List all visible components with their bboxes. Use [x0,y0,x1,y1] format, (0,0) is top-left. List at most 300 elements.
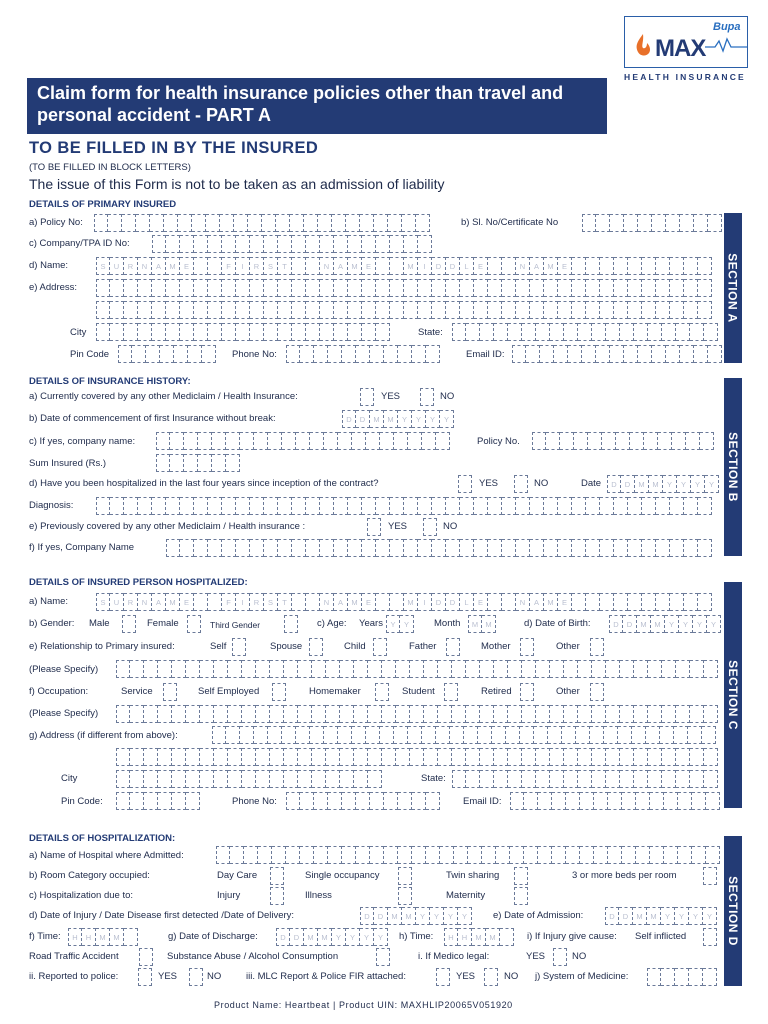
occ-specify-field-cell[interactable] [228,705,242,723]
hospitalized-date-field-cell[interactable]: Y [691,475,705,493]
diagnosis-field-cell[interactable] [432,497,446,515]
address-line-1-cell[interactable] [166,279,180,297]
occ-specify-field-cell[interactable] [662,705,676,723]
company-name-field-cell[interactable] [156,432,170,450]
patient-address-line-2-cell[interactable] [438,748,452,766]
patient-address-line-1-cell[interactable] [562,726,576,744]
prev-company-field-cell[interactable] [278,539,292,557]
primary-name-field-cell[interactable]: E [474,257,488,275]
city-field-cell[interactable] [180,323,194,341]
diagnosis-field-cell[interactable] [110,497,124,515]
date-injury-field-cell[interactable]: M [388,907,402,925]
primary-name-field-cell[interactable] [698,257,712,275]
patient-city-field-cell[interactable] [214,770,228,788]
patient-address-line-2-cell[interactable] [494,748,508,766]
patient-name-field-cell[interactable] [698,593,712,611]
hospital-name-field-cell[interactable] [398,846,412,864]
policy-no-field-cell[interactable] [150,214,164,232]
company-name-field-cell[interactable] [324,432,338,450]
diagnosis-field-cell[interactable] [656,497,670,515]
date-injury-field-cell[interactable]: Y [430,907,444,925]
patient-address-line-1-cell[interactable] [310,726,324,744]
patient-address-line-1-cell[interactable] [576,726,590,744]
diagnosis-field-cell[interactable] [502,497,516,515]
patient-city-field-cell[interactable] [270,770,284,788]
rel-specify-field-cell[interactable] [522,660,536,678]
system-medicine-field-cell[interactable] [647,968,661,986]
city-field-cell[interactable] [236,323,250,341]
rel-specify-field-cell[interactable] [172,660,186,678]
system-medicine-field[interactable] [647,968,717,986]
occ-specify-field-cell[interactable] [144,705,158,723]
email-field[interactable] [512,345,722,363]
company-tpa-field-cell[interactable] [404,235,418,253]
patient-address-line-1-cell[interactable] [352,726,366,744]
sl-no-field-cell[interactable] [638,214,652,232]
date-admission-field-cell[interactable]: Y [675,907,689,925]
policy-no-field-cell[interactable] [304,214,318,232]
address-line-1-cell[interactable] [516,279,530,297]
commencement-date-field-cell[interactable]: Y [398,410,412,428]
patient-address-line-1-cell[interactable] [380,726,394,744]
prev-company-field-cell[interactable] [376,539,390,557]
prev-company-field-cell[interactable] [362,539,376,557]
address-line-2-cell[interactable] [488,301,502,319]
gender-female-box[interactable] [187,615,201,633]
prev-company-field-cell[interactable] [222,539,236,557]
hospital-name-field-cell[interactable] [216,846,230,864]
gender-third-box-cell[interactable] [284,615,298,633]
prev-company-field-cell[interactable] [404,539,418,557]
patient-state-field-cell[interactable] [578,770,592,788]
patient-name-field-cell[interactable]: U [110,593,124,611]
policy-no-field-cell[interactable] [206,214,220,232]
state-field-cell[interactable] [648,323,662,341]
room-daycare-box-cell[interactable] [270,867,284,885]
address-line-2-cell[interactable] [250,301,264,319]
diagnosis-field-cell[interactable] [250,497,264,515]
address-line-1-cell[interactable] [222,279,236,297]
email-field-cell[interactable] [652,345,666,363]
policy-no-field-cell[interactable] [374,214,388,232]
pin-field[interactable] [118,345,216,363]
patient-address-line-1-cell[interactable] [394,726,408,744]
patient-email-field-cell[interactable] [510,792,524,810]
rel-mother-box-cell[interactable] [520,638,534,656]
rel-specify-field-cell[interactable] [662,660,676,678]
rel-specify-field-cell[interactable] [410,660,424,678]
city-field-cell[interactable] [222,323,236,341]
patient-phone-field-cell[interactable] [356,792,370,810]
primary-name-field-cell[interactable]: I [236,257,250,275]
phone-field-cell[interactable] [314,345,328,363]
patient-name-field-cell[interactable] [642,593,656,611]
discharge-date-field-cell[interactable]: Y [360,928,374,946]
address-line-1-cell[interactable] [96,279,110,297]
patient-address-line-2-cell[interactable] [340,748,354,766]
address-line-2-cell[interactable] [628,301,642,319]
patient-city-field[interactable] [116,770,382,788]
prev-company-field-cell[interactable] [698,539,712,557]
state-field-cell[interactable] [508,323,522,341]
system-medicine-field-cell[interactable] [703,968,717,986]
primary-name-field-cell[interactable]: R [124,257,138,275]
state-field-cell[interactable] [480,323,494,341]
city-field-cell[interactable] [278,323,292,341]
address-line-1-cell[interactable] [180,279,194,297]
primary-name-field-cell[interactable]: F [222,257,236,275]
prev-company-field-cell[interactable] [390,539,404,557]
patient-name-field-cell[interactable]: R [124,593,138,611]
rel-specify-field-cell[interactable] [438,660,452,678]
time-h-field-cell[interactable]: M [472,928,486,946]
patient-address-line-1-cell[interactable] [436,726,450,744]
address-line-2-cell[interactable] [432,301,446,319]
date-injury-field-cell[interactable]: Y [458,907,472,925]
address-line-1-cell[interactable] [446,279,460,297]
address-line-1-cell[interactable] [474,279,488,297]
room-single-box-cell[interactable] [398,867,412,885]
occ-specify-field-cell[interactable] [648,705,662,723]
primary-name-field-cell[interactable] [684,257,698,275]
address-line-2-cell[interactable] [670,301,684,319]
address-line-1-cell[interactable] [628,279,642,297]
address-line-1-cell[interactable] [264,279,278,297]
phone-field-cell[interactable] [286,345,300,363]
patient-address-line-2-cell[interactable] [648,748,662,766]
patient-address-line-1-cell[interactable] [268,726,282,744]
system-medicine-field-cell[interactable] [675,968,689,986]
time-f-field-cell[interactable]: M [110,928,124,946]
patient-name-field-cell[interactable]: S [96,593,110,611]
email-field-cell[interactable] [540,345,554,363]
patient-address-line-2-cell[interactable] [158,748,172,766]
rel-specify-field-cell[interactable] [396,660,410,678]
patient-address-line-2-cell[interactable] [298,748,312,766]
diagnosis-field-cell[interactable] [586,497,600,515]
prev-company-field-cell[interactable] [250,539,264,557]
rel-specify-field-cell[interactable] [116,660,130,678]
mlc-no-box[interactable] [484,968,498,986]
hospital-name-field-cell[interactable] [328,846,342,864]
rel-specify-field-cell[interactable] [186,660,200,678]
patient-name-field-cell[interactable]: A [152,593,166,611]
patient-address-line-1[interactable] [212,726,716,744]
hospital-name-field-cell[interactable] [244,846,258,864]
patient-address-line-2-cell[interactable] [452,748,466,766]
primary-name-field-cell[interactable] [642,257,656,275]
state-field-cell[interactable] [564,323,578,341]
address-line-1-cell[interactable] [432,279,446,297]
diagnosis-field-cell[interactable] [474,497,488,515]
email-field-cell[interactable] [624,345,638,363]
address-line-2-cell[interactable] [390,301,404,319]
city-field-cell[interactable] [166,323,180,341]
prev-company-field-cell[interactable] [418,539,432,557]
previously-covered-yes-box[interactable] [367,518,381,536]
rel-specify-field-cell[interactable] [326,660,340,678]
address-line-1-cell[interactable] [278,279,292,297]
patient-pin-field[interactable] [116,792,200,810]
prev-company-field-cell[interactable] [194,539,208,557]
patient-address-line-1-cell[interactable] [646,726,660,744]
diagnosis-field-cell[interactable] [530,497,544,515]
dob-field-cell[interactable]: Y [665,615,679,633]
diagnosis-field-cell[interactable] [166,497,180,515]
rel-specify-field-cell[interactable] [508,660,522,678]
date-injury-field-cell[interactable]: M [402,907,416,925]
hospital-name-field-cell[interactable] [314,846,328,864]
address-line-1-cell[interactable] [110,279,124,297]
patient-email-field-cell[interactable] [622,792,636,810]
hospital-name-field-cell[interactable] [482,846,496,864]
patient-name-field-cell[interactable]: M [348,593,362,611]
discharge-date-field-cell[interactable]: Y [332,928,346,946]
rel-father-box[interactable] [446,638,460,656]
dob-field-cell[interactable]: M [651,615,665,633]
patient-state-field-cell[interactable] [620,770,634,788]
patient-name-field-cell[interactable]: A [334,593,348,611]
address-line-1-cell[interactable] [390,279,404,297]
address-line-2-cell[interactable] [530,301,544,319]
patient-address-line-2-cell[interactable] [354,748,368,766]
patient-address-line-2-cell[interactable] [382,748,396,766]
address-line-2-cell[interactable] [684,301,698,319]
primary-name-field-cell[interactable]: S [264,257,278,275]
patient-address-line-1-cell[interactable] [478,726,492,744]
occ-student-box[interactable] [444,683,458,701]
phone-field-cell[interactable] [384,345,398,363]
gender-male-box-cell[interactable] [122,615,136,633]
patient-name-field-cell[interactable]: T [278,593,292,611]
company-tpa-field-cell[interactable] [390,235,404,253]
rel-specify-field-cell[interactable] [494,660,508,678]
room-single-box[interactable] [398,867,412,885]
primary-name-field-cell[interactable]: N [320,257,334,275]
patient-name-field-cell[interactable] [670,593,684,611]
phone-field-cell[interactable] [412,345,426,363]
patient-address-line-1-cell[interactable] [674,726,688,744]
address-line-1[interactable] [96,279,712,297]
patient-name-field-cell[interactable] [488,593,502,611]
patient-address-line-2-cell[interactable] [536,748,550,766]
discharge-date-field-cell[interactable]: D [276,928,290,946]
address-line-2-cell[interactable] [698,301,712,319]
patient-address-line-1-cell[interactable] [240,726,254,744]
prev-company-field-cell[interactable] [432,539,446,557]
diagnosis-field-cell[interactable] [124,497,138,515]
occ-specify-field-cell[interactable] [592,705,606,723]
prev-company-field-cell[interactable] [320,539,334,557]
hospital-name-field-cell[interactable] [608,846,622,864]
patient-phone-field-cell[interactable] [412,792,426,810]
patient-address-line-2-cell[interactable] [676,748,690,766]
patient-address-line-2-cell[interactable] [690,748,704,766]
reported-no-box-cell[interactable] [189,968,203,986]
state-field-cell[interactable] [522,323,536,341]
commencement-date-field-cell[interactable]: Y [426,410,440,428]
patient-city-field-cell[interactable] [228,770,242,788]
rel-specify-field-cell[interactable] [130,660,144,678]
address-line-2-cell[interactable] [586,301,600,319]
patient-phone-field-cell[interactable] [384,792,398,810]
policy-no-b-field-cell[interactable] [602,432,616,450]
company-tpa-field-cell[interactable] [208,235,222,253]
pin-field-cell[interactable] [132,345,146,363]
diagnosis-field-cell[interactable] [278,497,292,515]
patient-address-line-1-cell[interactable] [296,726,310,744]
diagnosis-field-cell[interactable] [698,497,712,515]
state-field-cell[interactable] [494,323,508,341]
patient-name-field-cell[interactable]: E [362,593,376,611]
diagnosis-field[interactable] [96,497,712,515]
patient-name-field-cell[interactable] [684,593,698,611]
prev-company-field-cell[interactable] [558,539,572,557]
patient-address-line-1-cell[interactable] [422,726,436,744]
patient-name-field-cell[interactable] [572,593,586,611]
city-field-cell[interactable] [96,323,110,341]
hospital-name-field-cell[interactable] [636,846,650,864]
email-field-cell[interactable] [638,345,652,363]
state-field-cell[interactable] [634,323,648,341]
patient-address-line-2-cell[interactable] [466,748,480,766]
patient-address-line-1-cell[interactable] [632,726,646,744]
patient-state-field-cell[interactable] [494,770,508,788]
due-maternity-box[interactable] [514,887,528,905]
patient-address-line-2-cell[interactable] [480,748,494,766]
address-line-2-cell[interactable] [222,301,236,319]
age-month-field-cell[interactable]: M [482,615,496,633]
hospital-name-field-cell[interactable] [566,846,580,864]
diagnosis-field-cell[interactable] [390,497,404,515]
address-line-2-cell[interactable] [614,301,628,319]
dob-field-cell[interactable]: Y [679,615,693,633]
email-field-cell[interactable] [582,345,596,363]
patient-address-line-1-cell[interactable] [226,726,240,744]
company-name-field-cell[interactable] [198,432,212,450]
city-field-cell[interactable] [152,323,166,341]
address-line-2-cell[interactable] [306,301,320,319]
date-injury-field-cell[interactable]: D [374,907,388,925]
patient-city-field-cell[interactable] [144,770,158,788]
policy-no-field-cell[interactable] [234,214,248,232]
state-field[interactable] [452,323,718,341]
patient-state-field[interactable] [452,770,718,788]
patient-phone-field-cell[interactable] [314,792,328,810]
hospital-name-field-cell[interactable] [468,846,482,864]
patient-address-line-2[interactable] [116,748,718,766]
patient-address-line-2-cell[interactable] [242,748,256,766]
address-line-2-cell[interactable] [96,301,110,319]
patient-name-field-cell[interactable]: N [320,593,334,611]
company-tpa-field-cell[interactable] [306,235,320,253]
patient-name-field-cell[interactable]: E [474,593,488,611]
address-line-1-cell[interactable] [334,279,348,297]
state-field-cell[interactable] [578,323,592,341]
primary-name-field-cell[interactable] [488,257,502,275]
diagnosis-field-cell[interactable] [600,497,614,515]
occ-specify-field-cell[interactable] [578,705,592,723]
patient-address-line-2-cell[interactable] [270,748,284,766]
city-field-cell[interactable] [362,323,376,341]
patient-address-line-1-cell[interactable] [338,726,352,744]
patient-city-field-cell[interactable] [242,770,256,788]
diagnosis-field-cell[interactable] [446,497,460,515]
diagnosis-field-cell[interactable] [306,497,320,515]
hospitalized-yes-box-cell[interactable] [458,475,472,493]
patient-name-field-cell[interactable] [208,593,222,611]
prev-company-field-cell[interactable] [348,539,362,557]
hospitalized-date-field-cell[interactable]: Y [677,475,691,493]
state-field-cell[interactable] [536,323,550,341]
patient-name-field-cell[interactable] [376,593,390,611]
patient-phone-field-cell[interactable] [370,792,384,810]
hospital-name-field-cell[interactable] [538,846,552,864]
sum-insured-field-cell[interactable] [226,454,240,472]
primary-name-field-cell[interactable]: R [250,257,264,275]
primary-name-field-cell[interactable] [586,257,600,275]
address-line-1-cell[interactable] [586,279,600,297]
rel-specify-field-cell[interactable] [690,660,704,678]
sl-no-field-cell[interactable] [582,214,596,232]
city-field-cell[interactable] [110,323,124,341]
diagnosis-field-cell[interactable] [488,497,502,515]
primary-name-field-cell[interactable]: E [558,257,572,275]
primary-name-field-cell[interactable] [306,257,320,275]
policy-no-field[interactable] [94,214,430,232]
rel-specify-field-cell[interactable] [620,660,634,678]
address-line-1-cell[interactable] [194,279,208,297]
hospitalized-date-field-cell[interactable]: D [607,475,621,493]
address-line-2-cell[interactable] [278,301,292,319]
prev-company-field-cell[interactable] [530,539,544,557]
room-twin-box[interactable] [514,867,528,885]
rel-specify-field-cell[interactable] [340,660,354,678]
commencement-date-field[interactable] [342,410,454,428]
company-name-field-cell[interactable] [170,432,184,450]
diagnosis-field-cell[interactable] [222,497,236,515]
occ-specify-field-cell[interactable] [606,705,620,723]
occ-student-box-cell[interactable] [444,683,458,701]
phone-field-cell[interactable] [356,345,370,363]
address-line-2-cell[interactable] [124,301,138,319]
hospital-name-field-cell[interactable] [552,846,566,864]
patient-name-field-cell[interactable]: M [166,593,180,611]
patient-state-field-cell[interactable] [466,770,480,788]
occ-specify-field-cell[interactable] [172,705,186,723]
patient-name-field-cell[interactable]: L [460,593,474,611]
time-f-field-cell[interactable]: H [68,928,82,946]
address-line-1-cell[interactable] [460,279,474,297]
primary-name-field-cell[interactable] [628,257,642,275]
address-line-2-cell[interactable] [348,301,362,319]
room-three-box-cell[interactable] [703,867,717,885]
address-line-2-cell[interactable] [208,301,222,319]
company-tpa-field-cell[interactable] [418,235,432,253]
city-field-cell[interactable] [334,323,348,341]
due-illness-box-cell[interactable] [398,887,412,905]
time-h-field-cell[interactable]: M [486,928,500,946]
rel-mother-box[interactable] [520,638,534,656]
hospital-name-field-cell[interactable] [342,846,356,864]
policy-no-b-field-cell[interactable] [630,432,644,450]
address-line-1-cell[interactable] [670,279,684,297]
sl-no-field-cell[interactable] [624,214,638,232]
hospital-name-field-cell[interactable] [440,846,454,864]
due-injury-box[interactable] [270,887,284,905]
rel-other-box-cell[interactable] [590,638,604,656]
commencement-date-field-cell[interactable]: Y [412,410,426,428]
